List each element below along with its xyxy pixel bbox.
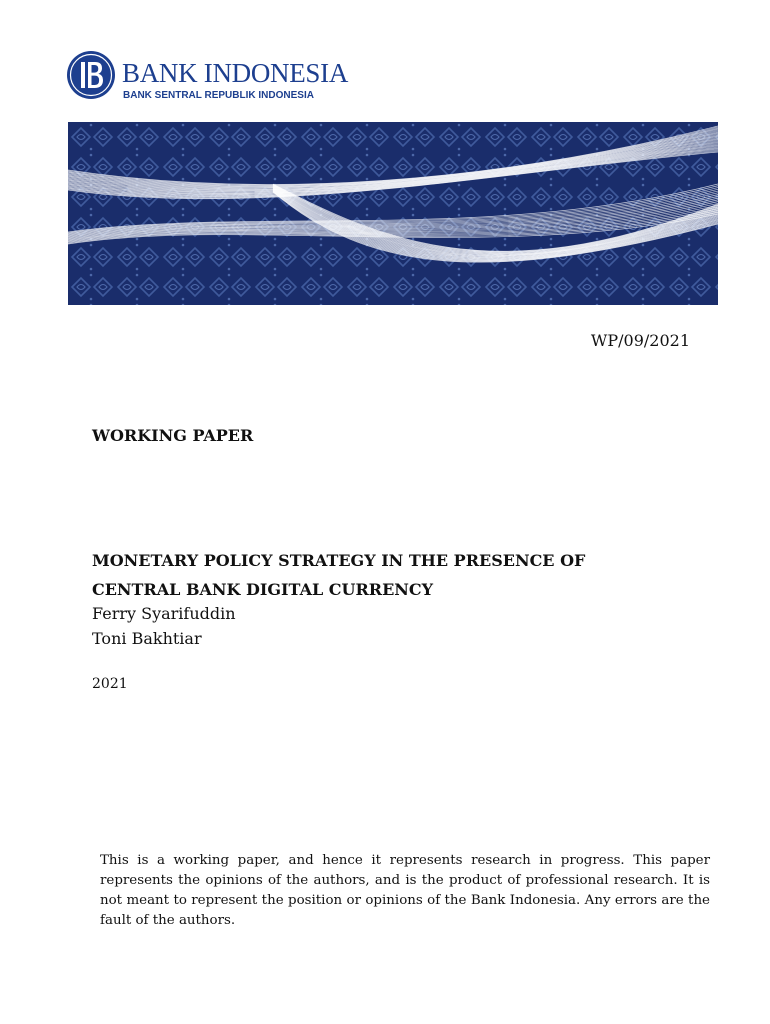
paper-title bbox=[92, 546, 712, 604]
bank-indonesia-seal-icon bbox=[66, 50, 116, 100]
bank-indonesia-logo bbox=[66, 50, 349, 106]
logo-subtitle: BANK SENTRAL REPUBLIK INDONESIA bbox=[123, 90, 314, 101]
author-list bbox=[92, 601, 236, 651]
paper-title-line: MONETARY POLICY STRATEGY IN THE PRESENCE OF bbox=[92, 551, 586, 570]
cover-banner bbox=[68, 122, 718, 305]
author-name: Ferry Syarifuddin bbox=[92, 604, 236, 623]
document-type-heading: WORKING PAPER bbox=[92, 426, 254, 445]
author-name: Toni Bakhtiar bbox=[92, 629, 202, 648]
banner-wave-artwork bbox=[68, 122, 718, 305]
paper-title-line: CENTRAL BANK DIGITAL CURRENCY bbox=[92, 580, 434, 599]
publication-year: 2021 bbox=[92, 676, 128, 692]
disclaimer-text: This is a working paper, and hence it represents research in progress. This paper represents the opinions of the authors, and is the product of professional research. It is not meant to represent the position or opinions of the Bank Indonesia. Any errors are the fault of the authors. bbox=[100, 853, 710, 928]
logo-name: BANK INDONESIA bbox=[122, 58, 349, 88]
working-paper-number: WP/09/2021 bbox=[590, 331, 690, 350]
